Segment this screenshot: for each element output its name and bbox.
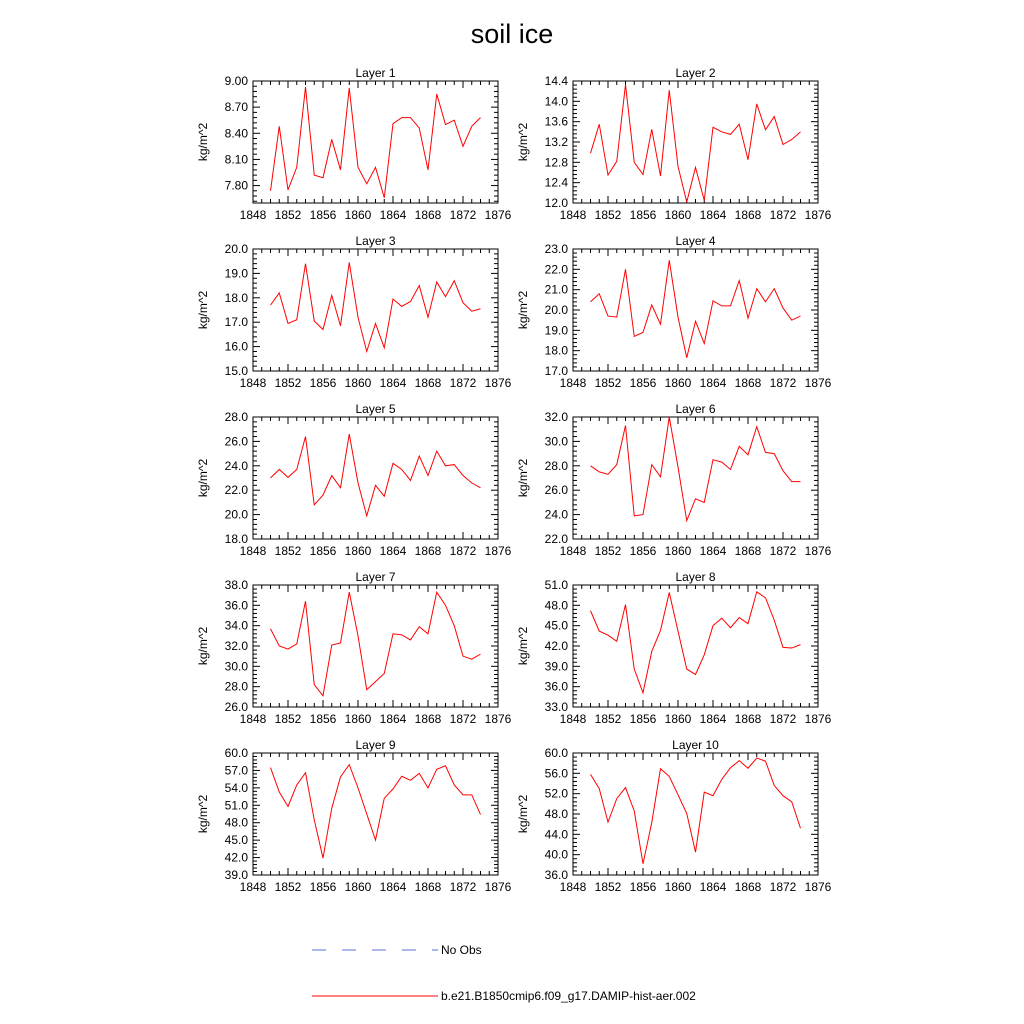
- x-tick-label: 1848: [559, 880, 587, 894]
- y-tick-label: 20.0: [544, 303, 568, 317]
- x-tick-label: 1852: [594, 208, 622, 222]
- x-tick-label: 1868: [414, 376, 442, 390]
- panel-layer-1: [196, 66, 512, 222]
- y-tick-label: 23.0: [544, 242, 568, 256]
- series-line: [591, 592, 801, 693]
- y-tick-label: 16.0: [224, 339, 248, 354]
- y-tick-label: 30.0: [224, 659, 248, 674]
- y-axis-title: kg/m^2: [196, 794, 210, 834]
- x-tick-label: 1860: [344, 880, 372, 894]
- legend-model-label: b.e21.B1850cmip6.f09_g17.DAMIP-hist-aer.002: [441, 989, 696, 1003]
- x-tick-label: 1860: [664, 712, 692, 726]
- panel-layer-6: [516, 402, 832, 558]
- x-tick-label: 1856: [629, 712, 657, 726]
- y-tick-label: 17.0: [544, 364, 568, 378]
- x-tick-label: 1872: [769, 376, 797, 390]
- panel-layer-10: [516, 738, 832, 894]
- y-tick-label: 18.0: [224, 532, 248, 546]
- legend: [312, 943, 696, 1003]
- y-tick-label: 48.0: [544, 807, 568, 821]
- y-tick-label: 22.0: [224, 483, 248, 498]
- plot-frame: [573, 249, 818, 371]
- y-tick-label: 22.0: [544, 262, 568, 277]
- x-tick-label: 1876: [804, 376, 832, 390]
- panel-title: Layer 1: [355, 66, 396, 80]
- x-tick-label: 1872: [769, 544, 797, 558]
- x-tick-label: 1864: [699, 712, 727, 726]
- x-tick-label: 1868: [734, 544, 762, 558]
- x-tick-label: 1872: [449, 544, 477, 558]
- x-tick-label: 1864: [379, 544, 407, 558]
- x-tick-label: 1864: [699, 544, 727, 558]
- y-tick-label: 39.0: [224, 868, 248, 882]
- x-tick-label: 1864: [379, 376, 407, 390]
- panel-title: Layer 8: [675, 570, 716, 584]
- x-tick-label: 1872: [769, 208, 797, 222]
- panel-layer-5: [196, 402, 512, 558]
- x-tick-label: 1860: [344, 376, 372, 390]
- x-tick-label: 1868: [734, 208, 762, 222]
- y-tick-label: 13.6: [544, 114, 568, 129]
- y-tick-label: 8.70: [224, 100, 248, 115]
- y-tick-label: 60.0: [224, 746, 248, 760]
- y-axis-title: kg/m^2: [516, 290, 530, 330]
- x-tick-label: 1860: [664, 544, 692, 558]
- panel-layer-8: [516, 570, 832, 726]
- x-tick-label: 1872: [449, 376, 477, 390]
- x-tick-label: 1868: [414, 208, 442, 222]
- plot-frame: [253, 753, 498, 875]
- x-tick-label: 1872: [449, 712, 477, 726]
- x-tick-label: 1852: [274, 544, 302, 558]
- y-tick-label: 18.0: [224, 290, 248, 305]
- y-tick-label: 19.0: [224, 266, 248, 281]
- panel-layer-3: [196, 234, 512, 390]
- x-tick-label: 1856: [629, 208, 657, 222]
- x-tick-label: 1852: [594, 544, 622, 558]
- panel-title: Layer 7: [355, 570, 396, 584]
- x-tick-label: 1864: [699, 880, 727, 894]
- x-tick-label: 1876: [804, 544, 832, 558]
- x-tick-label: 1852: [594, 880, 622, 894]
- panel-title: Layer 4: [675, 234, 716, 248]
- series-line: [591, 85, 801, 202]
- x-tick-label: 1848: [559, 208, 587, 222]
- x-tick-label: 1860: [664, 376, 692, 390]
- y-tick-label: 14.0: [544, 94, 568, 109]
- y-tick-label: 21.0: [544, 282, 568, 297]
- y-tick-label: 52.0: [544, 786, 568, 801]
- y-tick-label: 26.0: [224, 434, 248, 449]
- x-tick-label: 1856: [309, 880, 337, 894]
- y-tick-label: 12.4: [544, 175, 568, 190]
- y-axis-title: kg/m^2: [196, 626, 210, 666]
- x-tick-label: 1876: [804, 208, 832, 222]
- x-tick-label: 1856: [309, 544, 337, 558]
- x-tick-label: 1860: [344, 544, 372, 558]
- x-tick-label: 1872: [769, 880, 797, 894]
- y-tick-label: 48.0: [544, 598, 568, 613]
- x-tick-label: 1876: [804, 880, 832, 894]
- legend-obs-label: No Obs: [441, 943, 482, 957]
- x-tick-label: 1852: [274, 880, 302, 894]
- x-tick-label: 1860: [664, 208, 692, 222]
- plot-frame: [253, 585, 498, 707]
- y-tick-label: 14.4: [544, 74, 568, 88]
- panel-title: Layer 2: [675, 66, 716, 80]
- x-tick-label: 1856: [629, 544, 657, 558]
- y-tick-label: 34.0: [224, 618, 248, 633]
- x-tick-label: 1848: [559, 712, 587, 726]
- y-tick-label: 20.0: [224, 242, 248, 256]
- x-tick-label: 1860: [344, 712, 372, 726]
- y-tick-label: 28.0: [224, 410, 248, 424]
- y-tick-label: 39.0: [544, 659, 568, 674]
- figure-title: soil ice: [470, 19, 554, 49]
- y-tick-label: 22.0: [544, 532, 568, 546]
- x-tick-label: 1856: [629, 880, 657, 894]
- y-tick-label: 42.0: [224, 850, 248, 865]
- x-tick-label: 1856: [309, 712, 337, 726]
- x-tick-label: 1864: [699, 376, 727, 390]
- x-tick-label: 1868: [414, 880, 442, 894]
- panel-title: Layer 5: [355, 402, 396, 416]
- x-tick-label: 1872: [449, 880, 477, 894]
- y-tick-label: 32.0: [544, 410, 568, 424]
- x-tick-label: 1848: [559, 544, 587, 558]
- x-tick-label: 1872: [449, 208, 477, 222]
- y-tick-label: 45.0: [224, 833, 248, 848]
- y-tick-label: 19.0: [544, 323, 568, 338]
- y-tick-label: 54.0: [224, 780, 248, 795]
- series-line: [271, 262, 481, 351]
- plot-frame: [573, 81, 818, 203]
- x-tick-label: 1876: [804, 712, 832, 726]
- x-tick-label: 1864: [379, 712, 407, 726]
- y-tick-label: 26.0: [544, 483, 568, 498]
- series-line: [591, 260, 801, 358]
- x-tick-label: 1868: [734, 712, 762, 726]
- x-tick-label: 1848: [239, 208, 267, 222]
- plot-frame: [573, 753, 818, 875]
- x-tick-label: 1864: [699, 208, 727, 222]
- panel-layer-4: [516, 234, 832, 390]
- y-tick-label: 28.0: [224, 679, 248, 694]
- y-tick-label: 12.0: [544, 196, 568, 210]
- y-tick-label: 15.0: [224, 364, 248, 378]
- plot-frame: [253, 249, 498, 371]
- y-axis-title: kg/m^2: [516, 794, 530, 834]
- x-tick-label: 1876: [484, 880, 512, 894]
- y-tick-label: 13.2: [544, 135, 568, 149]
- series-line: [271, 434, 481, 516]
- y-tick-label: 36.0: [544, 868, 568, 882]
- x-tick-label: 1852: [594, 712, 622, 726]
- x-tick-label: 1852: [594, 376, 622, 390]
- x-tick-label: 1856: [629, 376, 657, 390]
- y-tick-label: 32.0: [224, 639, 248, 653]
- x-tick-label: 1848: [239, 880, 267, 894]
- y-tick-label: 36.0: [224, 598, 248, 613]
- panel-layer-7: [196, 570, 512, 726]
- x-tick-label: 1856: [309, 208, 337, 222]
- series-line: [271, 765, 481, 859]
- y-tick-label: 36.0: [544, 679, 568, 694]
- y-tick-label: 40.0: [544, 847, 568, 862]
- x-tick-label: 1876: [484, 208, 512, 222]
- x-tick-label: 1868: [414, 544, 442, 558]
- x-tick-label: 1848: [239, 544, 267, 558]
- x-tick-label: 1848: [239, 376, 267, 390]
- x-tick-label: 1868: [734, 376, 762, 390]
- y-tick-label: 56.0: [544, 766, 568, 781]
- y-tick-label: 44.0: [544, 827, 568, 842]
- y-tick-label: 9.00: [224, 74, 248, 88]
- panel-title: Layer 9: [355, 738, 396, 752]
- x-tick-label: 1860: [344, 208, 372, 222]
- y-axis-title: kg/m^2: [196, 458, 210, 498]
- plot-frame: [573, 417, 818, 539]
- y-tick-label: 51.0: [224, 798, 248, 813]
- x-tick-label: 1876: [484, 712, 512, 726]
- x-tick-label: 1876: [484, 544, 512, 558]
- series-line: [271, 87, 481, 198]
- y-tick-label: 8.10: [224, 152, 248, 167]
- y-tick-label: 26.0: [224, 700, 248, 714]
- y-tick-label: 28.0: [544, 458, 568, 473]
- y-axis-title: kg/m^2: [196, 122, 210, 162]
- y-tick-label: 24.0: [224, 458, 248, 473]
- y-axis-title: kg/m^2: [516, 458, 530, 498]
- panel-title: Layer 10: [672, 738, 719, 752]
- x-tick-label: 1868: [414, 712, 442, 726]
- y-tick-label: 30.0: [544, 434, 568, 449]
- x-tick-label: 1872: [769, 712, 797, 726]
- y-tick-label: 38.0: [224, 578, 248, 592]
- x-tick-label: 1864: [379, 208, 407, 222]
- y-tick-label: 60.0: [544, 746, 568, 760]
- x-tick-label: 1852: [274, 376, 302, 390]
- y-axis-title: kg/m^2: [516, 122, 530, 162]
- panel-title: Layer 3: [355, 234, 396, 248]
- x-tick-label: 1864: [379, 880, 407, 894]
- panel-layer-9: [196, 738, 512, 894]
- panel-layer-2: [516, 66, 832, 222]
- y-tick-label: 8.40: [224, 126, 248, 141]
- x-tick-label: 1852: [274, 712, 302, 726]
- y-tick-label: 18.0: [544, 343, 568, 358]
- y-axis-title: kg/m^2: [196, 290, 210, 330]
- y-tick-label: 7.80: [224, 178, 248, 193]
- x-tick-label: 1876: [484, 376, 512, 390]
- y-axis-title: kg/m^2: [516, 626, 530, 666]
- panel-title: Layer 6: [675, 402, 716, 416]
- y-tick-label: 48.0: [224, 815, 248, 830]
- y-tick-label: 24.0: [544, 507, 568, 522]
- y-tick-label: 42.0: [544, 639, 568, 653]
- series-line: [591, 758, 801, 864]
- y-tick-label: 51.0: [544, 578, 568, 592]
- x-tick-label: 1848: [239, 712, 267, 726]
- x-tick-label: 1856: [309, 376, 337, 390]
- x-tick-label: 1852: [274, 208, 302, 222]
- panels: [196, 66, 832, 894]
- y-tick-label: 20.0: [224, 507, 248, 522]
- x-tick-label: 1860: [664, 880, 692, 894]
- y-tick-label: 12.8: [544, 155, 568, 170]
- x-tick-label: 1868: [734, 880, 762, 894]
- y-tick-label: 33.0: [544, 700, 568, 714]
- y-tick-label: 17.0: [224, 315, 248, 330]
- y-tick-label: 45.0: [544, 618, 568, 633]
- series-line: [591, 417, 801, 521]
- x-tick-label: 1848: [559, 376, 587, 390]
- y-tick-label: 57.0: [224, 763, 248, 778]
- plot-frame: [253, 417, 498, 539]
- series-line: [271, 592, 481, 696]
- plot-frame: [573, 585, 818, 707]
